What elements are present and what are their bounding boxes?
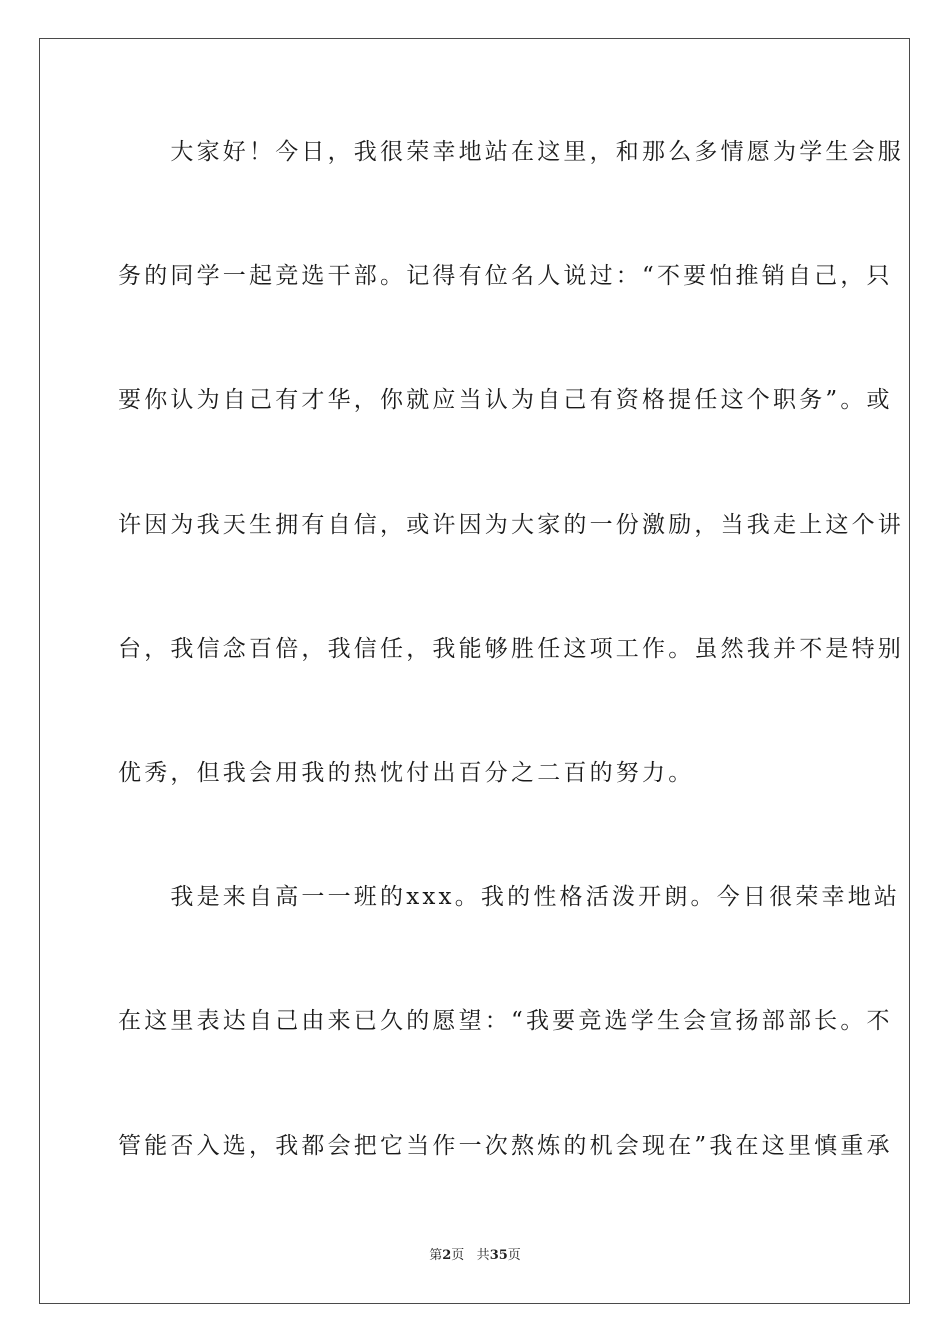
- paragraph-line: 务的同学一起竞选干部。记得有位名人说过：“不要怕推销自己，只: [118, 263, 893, 289]
- total-prefix: 共: [476, 1248, 490, 1263]
- current-page-number: 2: [442, 1248, 452, 1263]
- page-prefix: 第: [429, 1248, 443, 1263]
- paragraph-line: 台，我信念百倍，我信任，我能够胜任这项工作。虽然我并不是特别: [118, 636, 904, 662]
- paragraph-line: 大家好！今日，我很荣幸地站在这里，和那么多情愿为学生会服: [118, 139, 904, 165]
- paragraph-line: 要你认为自己有才华，你就应当认为自己有资格提任这个职务”。或: [118, 387, 893, 413]
- total-suffix: 页: [507, 1248, 521, 1263]
- paragraph-line: 许因为我天生拥有自信，或许因为大家的一份激励，当我走上这个讲: [118, 512, 904, 538]
- paragraph-line: 在这里表达自己由来已久的愿望：“我要竞选学生会宣扬部部长。不: [118, 1008, 893, 1034]
- total-pages: 35: [489, 1248, 508, 1263]
- page-footer: [0, 1247, 950, 1265]
- paragraph-line: 我是来自高一一班的xxx。我的性格活泼开朗。今日很荣幸地站: [118, 884, 901, 910]
- page-border: [39, 38, 910, 1304]
- paragraph-line: 优秀，但我会用我的热忱付出百分之二百的努力。: [118, 760, 695, 786]
- paragraph-line: 管能否入选，我都会把它当作一次熬炼的机会现在”我在这里慎重承: [118, 1133, 893, 1159]
- page-suffix: 页: [451, 1248, 465, 1263]
